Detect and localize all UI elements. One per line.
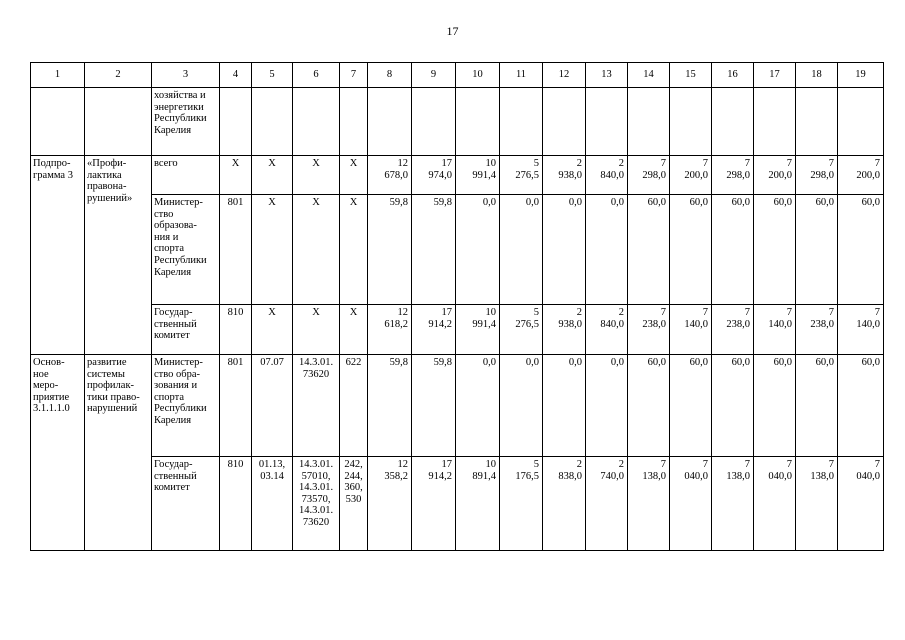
value-cell [368, 88, 412, 156]
value-cell: 60,0 [754, 195, 796, 305]
header-row [31, 63, 884, 88]
program-cell: Основ- ное меро- приятие 3.1.1.1.0 [31, 355, 85, 551]
value-cell: 7 140,0 [670, 305, 712, 355]
value-cell [412, 88, 456, 156]
value-cell: 60,0 [712, 195, 754, 305]
header-cell: 12 [543, 63, 586, 88]
executor-cell: Министер- ство обра- зования и спорта Республики Карелия [152, 355, 220, 457]
table-row [31, 195, 884, 305]
value-cell: 0,0 [586, 355, 628, 457]
header-cell: 10 [456, 63, 500, 88]
rzpr-cell: X [252, 195, 293, 305]
value-cell: 60,0 [838, 355, 884, 457]
header-cell: 7 [340, 63, 368, 88]
grbs-cell [220, 88, 252, 156]
value-cell: 2 938,0 [543, 156, 586, 195]
value-cell: 7 298,0 [796, 156, 838, 195]
value-cell: 7 200,0 [670, 156, 712, 195]
header-cell: 4 [220, 63, 252, 88]
value-cell: 7 040,0 [838, 457, 884, 551]
name-cell [85, 88, 152, 156]
value-cell: 12 678,0 [368, 156, 412, 195]
table-row [31, 305, 884, 355]
page-number: 17 [446, 24, 459, 38]
vr-cell: X [340, 195, 368, 305]
header-cell: 18 [796, 63, 838, 88]
value-cell: 0,0 [586, 195, 628, 305]
value-cell: 60,0 [838, 195, 884, 305]
value-cell: 2 740,0 [586, 457, 628, 551]
csr-cell: 14.3.01. 57010, 14.3.01. 73570, 14.3.01. 73620 [293, 457, 340, 551]
executor-cell: Государ- ственный комитет [152, 305, 220, 355]
grbs-cell: 810 [220, 457, 252, 551]
value-cell: 60,0 [670, 355, 712, 457]
table-row [31, 88, 884, 156]
csr-cell: 14.3.01. 73620 [293, 355, 340, 457]
value-cell [586, 88, 628, 156]
program-cell [31, 88, 85, 156]
value-cell: 7 298,0 [712, 156, 754, 195]
value-cell: 0,0 [500, 195, 543, 305]
vr-cell [340, 88, 368, 156]
value-cell: 0,0 [456, 195, 500, 305]
vr-cell: X [340, 305, 368, 355]
value-cell: 2 840,0 [586, 305, 628, 355]
value-cell [500, 88, 543, 156]
grbs-cell: 801 [220, 195, 252, 305]
value-cell: 7 140,0 [838, 305, 884, 355]
value-cell: 10 991,4 [456, 156, 500, 195]
rzpr-cell: X [252, 305, 293, 355]
value-cell: 7 298,0 [628, 156, 670, 195]
value-cell: 60,0 [796, 355, 838, 457]
header-cell: 17 [754, 63, 796, 88]
header-cell: 19 [838, 63, 884, 88]
value-cell: 60,0 [796, 195, 838, 305]
header-cell: 11 [500, 63, 543, 88]
value-cell: 7 138,0 [628, 457, 670, 551]
value-cell: 59,8 [368, 195, 412, 305]
table-row [31, 457, 884, 551]
value-cell: 12 358,2 [368, 457, 412, 551]
vr-cell: X [340, 156, 368, 195]
value-cell: 5 276,5 [500, 305, 543, 355]
grbs-cell: 810 [220, 305, 252, 355]
header-cell: 6 [293, 63, 340, 88]
value-cell: 0,0 [543, 195, 586, 305]
value-cell: 5 176,5 [500, 457, 543, 551]
header-cell: 8 [368, 63, 412, 88]
value-cell: 5 276,5 [500, 156, 543, 195]
value-cell: 60,0 [712, 355, 754, 457]
name-cell: развитие системы профилак- тики право- нарушений [85, 355, 152, 551]
value-cell: 2 840,0 [586, 156, 628, 195]
rzpr-cell: 01.13, 03.14 [252, 457, 293, 551]
value-cell [456, 88, 500, 156]
header-cell: 13 [586, 63, 628, 88]
value-cell: 7 040,0 [754, 457, 796, 551]
value-cell: 7 200,0 [838, 156, 884, 195]
executor-cell: хозяйства и энергетики Республики Карелия [152, 88, 220, 156]
value-cell: 7 138,0 [796, 457, 838, 551]
grbs-cell: X [220, 156, 252, 195]
value-cell: 2 938,0 [543, 305, 586, 355]
value-cell: 59,8 [412, 195, 456, 305]
grbs-cell: 801 [220, 355, 252, 457]
value-cell: 0,0 [456, 355, 500, 457]
value-cell [838, 88, 884, 156]
program-cell: Подпро- грамма 3 [31, 156, 85, 355]
value-cell: 10 991,4 [456, 305, 500, 355]
value-cell [754, 88, 796, 156]
table-row [31, 355, 884, 457]
csr-cell: X [293, 305, 340, 355]
header-cell: 5 [252, 63, 293, 88]
budget-table [30, 62, 884, 551]
value-cell: 7 200,0 [754, 156, 796, 195]
executor-cell: всего [152, 156, 220, 195]
rzpr-cell [252, 88, 293, 156]
value-cell [796, 88, 838, 156]
table-row [31, 156, 884, 195]
rzpr-cell: 07.07 [252, 355, 293, 457]
value-cell: 2 838,0 [543, 457, 586, 551]
csr-cell [293, 88, 340, 156]
value-cell: 10 891,4 [456, 457, 500, 551]
header-cell: 9 [412, 63, 456, 88]
header-cell: 2 [85, 63, 152, 88]
value-cell: 7 040,0 [670, 457, 712, 551]
value-cell: 0,0 [543, 355, 586, 457]
header-cell: 1 [31, 63, 85, 88]
value-cell: 0,0 [500, 355, 543, 457]
value-cell [712, 88, 754, 156]
value-cell: 7 238,0 [712, 305, 754, 355]
vr-cell: 622 [340, 355, 368, 457]
header-cell: 16 [712, 63, 754, 88]
value-cell: 7 238,0 [628, 305, 670, 355]
value-cell: 12 618,2 [368, 305, 412, 355]
header-cell: 15 [670, 63, 712, 88]
value-cell [670, 88, 712, 156]
value-cell: 60,0 [670, 195, 712, 305]
value-cell: 7 140,0 [754, 305, 796, 355]
value-cell: 60,0 [754, 355, 796, 457]
rzpr-cell: X [252, 156, 293, 195]
executor-cell: Министер- ство образова- ния и спорта Республики Карелия [152, 195, 220, 305]
value-cell: 60,0 [628, 355, 670, 457]
executor-cell: Государ- ственный комитет [152, 457, 220, 551]
value-cell: 7 238,0 [796, 305, 838, 355]
value-cell: 59,8 [412, 355, 456, 457]
value-cell: 7 138,0 [712, 457, 754, 551]
value-cell: 17 914,2 [412, 305, 456, 355]
vr-cell: 242, 244, 360, 530 [340, 457, 368, 551]
name-cell: «Профи- лактика правона- рушений» [85, 156, 152, 355]
value-cell: 17 914,2 [412, 457, 456, 551]
csr-cell: X [293, 195, 340, 305]
csr-cell: X [293, 156, 340, 195]
value-cell [628, 88, 670, 156]
header-cell: 3 [152, 63, 220, 88]
header-cell: 14 [628, 63, 670, 88]
value-cell: 60,0 [628, 195, 670, 305]
value-cell [543, 88, 586, 156]
value-cell: 59,8 [368, 355, 412, 457]
value-cell: 17 974,0 [412, 156, 456, 195]
